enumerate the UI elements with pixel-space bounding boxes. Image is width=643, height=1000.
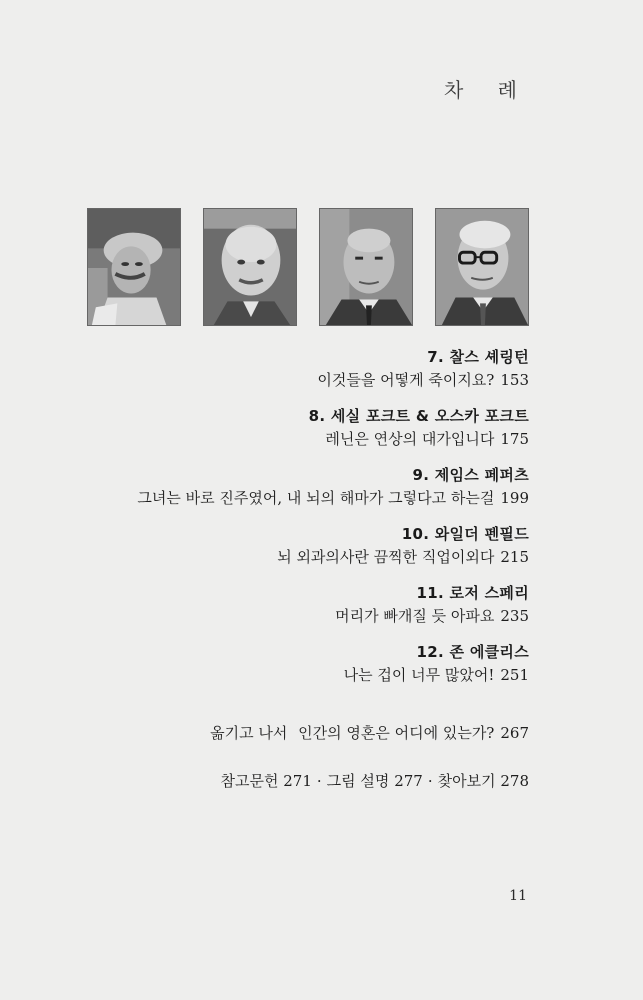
chapter-subtitle: 뇌 외과의사란 끔찍한 직업이외다	[277, 548, 495, 566]
chapter-subtitle: 나는 겁이 너무 많았어!	[343, 666, 495, 684]
chapter-subtitle: 이것들을 어떻게 죽이지요?	[317, 371, 495, 389]
figures-label: 그림 설명	[326, 772, 390, 790]
chapter-page-number: 199	[500, 489, 529, 507]
afterword-page-number: 267	[500, 724, 529, 742]
page-number: 11	[509, 888, 527, 904]
chapter-subtitle-line	[137, 427, 529, 452]
afterword-entry[interactable]	[210, 722, 529, 744]
chapter-heading: 10. 와일더 펜필드	[401, 525, 529, 543]
chapter-subtitle: 머리가 빠개질 듯 아파요	[335, 607, 495, 625]
table-of-contents	[137, 346, 529, 700]
chapter-subtitle-line	[137, 545, 529, 570]
chapter-heading: 7. 찰스 셰링턴	[427, 348, 529, 366]
portrait-image-1	[87, 208, 181, 326]
portrait-image-2	[203, 208, 297, 326]
portrait-image-4	[435, 208, 529, 326]
figures-page-number: 277	[394, 772, 423, 790]
portrait-image-3	[319, 208, 413, 326]
chapter-heading: 11. 로저 스페리	[416, 584, 529, 602]
separator: ·	[316, 772, 322, 790]
references-link[interactable]	[221, 772, 312, 790]
chapter-subtitle-line	[137, 604, 529, 629]
chapter-entry[interactable]	[137, 641, 529, 688]
references-page-number: 271	[283, 772, 312, 790]
index-link[interactable]	[438, 772, 529, 790]
chapter-entry[interactable]	[137, 346, 529, 393]
chapter-subtitle: 레닌은 연상의 대가입니다	[325, 430, 495, 448]
chapter-heading: 12. 존 에클리스	[416, 643, 529, 661]
afterword-title: 인간의 영혼은 어디에 있는가?	[298, 724, 495, 742]
portrait-strip	[87, 208, 531, 328]
index-page-number: 278	[500, 772, 529, 790]
figures-link[interactable]	[327, 772, 423, 790]
chapter-subtitle-line	[137, 663, 529, 688]
chapter-page-number: 175	[500, 430, 529, 448]
chapter-heading: 9. 제임스 페퍼츠	[412, 466, 529, 484]
chapter-page-number: 215	[500, 548, 529, 566]
backmatter-line	[221, 770, 530, 792]
page-title: 차 례	[444, 78, 531, 102]
chapter-entry[interactable]	[137, 464, 529, 511]
chapter-subtitle: 그녀는 바로 진주였어, 내 뇌의 해마가 그렇다고 하는걸	[137, 489, 495, 507]
chapter-entry[interactable]	[137, 582, 529, 629]
chapter-heading: 8. 세실 포크트 & 오스카 포크트	[308, 407, 529, 425]
chapter-page-number: 251	[500, 666, 529, 684]
chapter-subtitle-line	[137, 486, 529, 511]
chapter-entry[interactable]	[137, 523, 529, 570]
chapter-page-number: 153	[500, 371, 529, 389]
chapter-subtitle-line	[137, 368, 529, 393]
separator: ·	[427, 772, 433, 790]
afterword-label: 옮기고 나서	[210, 724, 288, 742]
references-label: 참고문헌	[220, 772, 279, 790]
index-label: 찾아보기	[437, 772, 496, 790]
chapter-page-number: 235	[500, 607, 529, 625]
chapter-entry[interactable]	[137, 405, 529, 452]
